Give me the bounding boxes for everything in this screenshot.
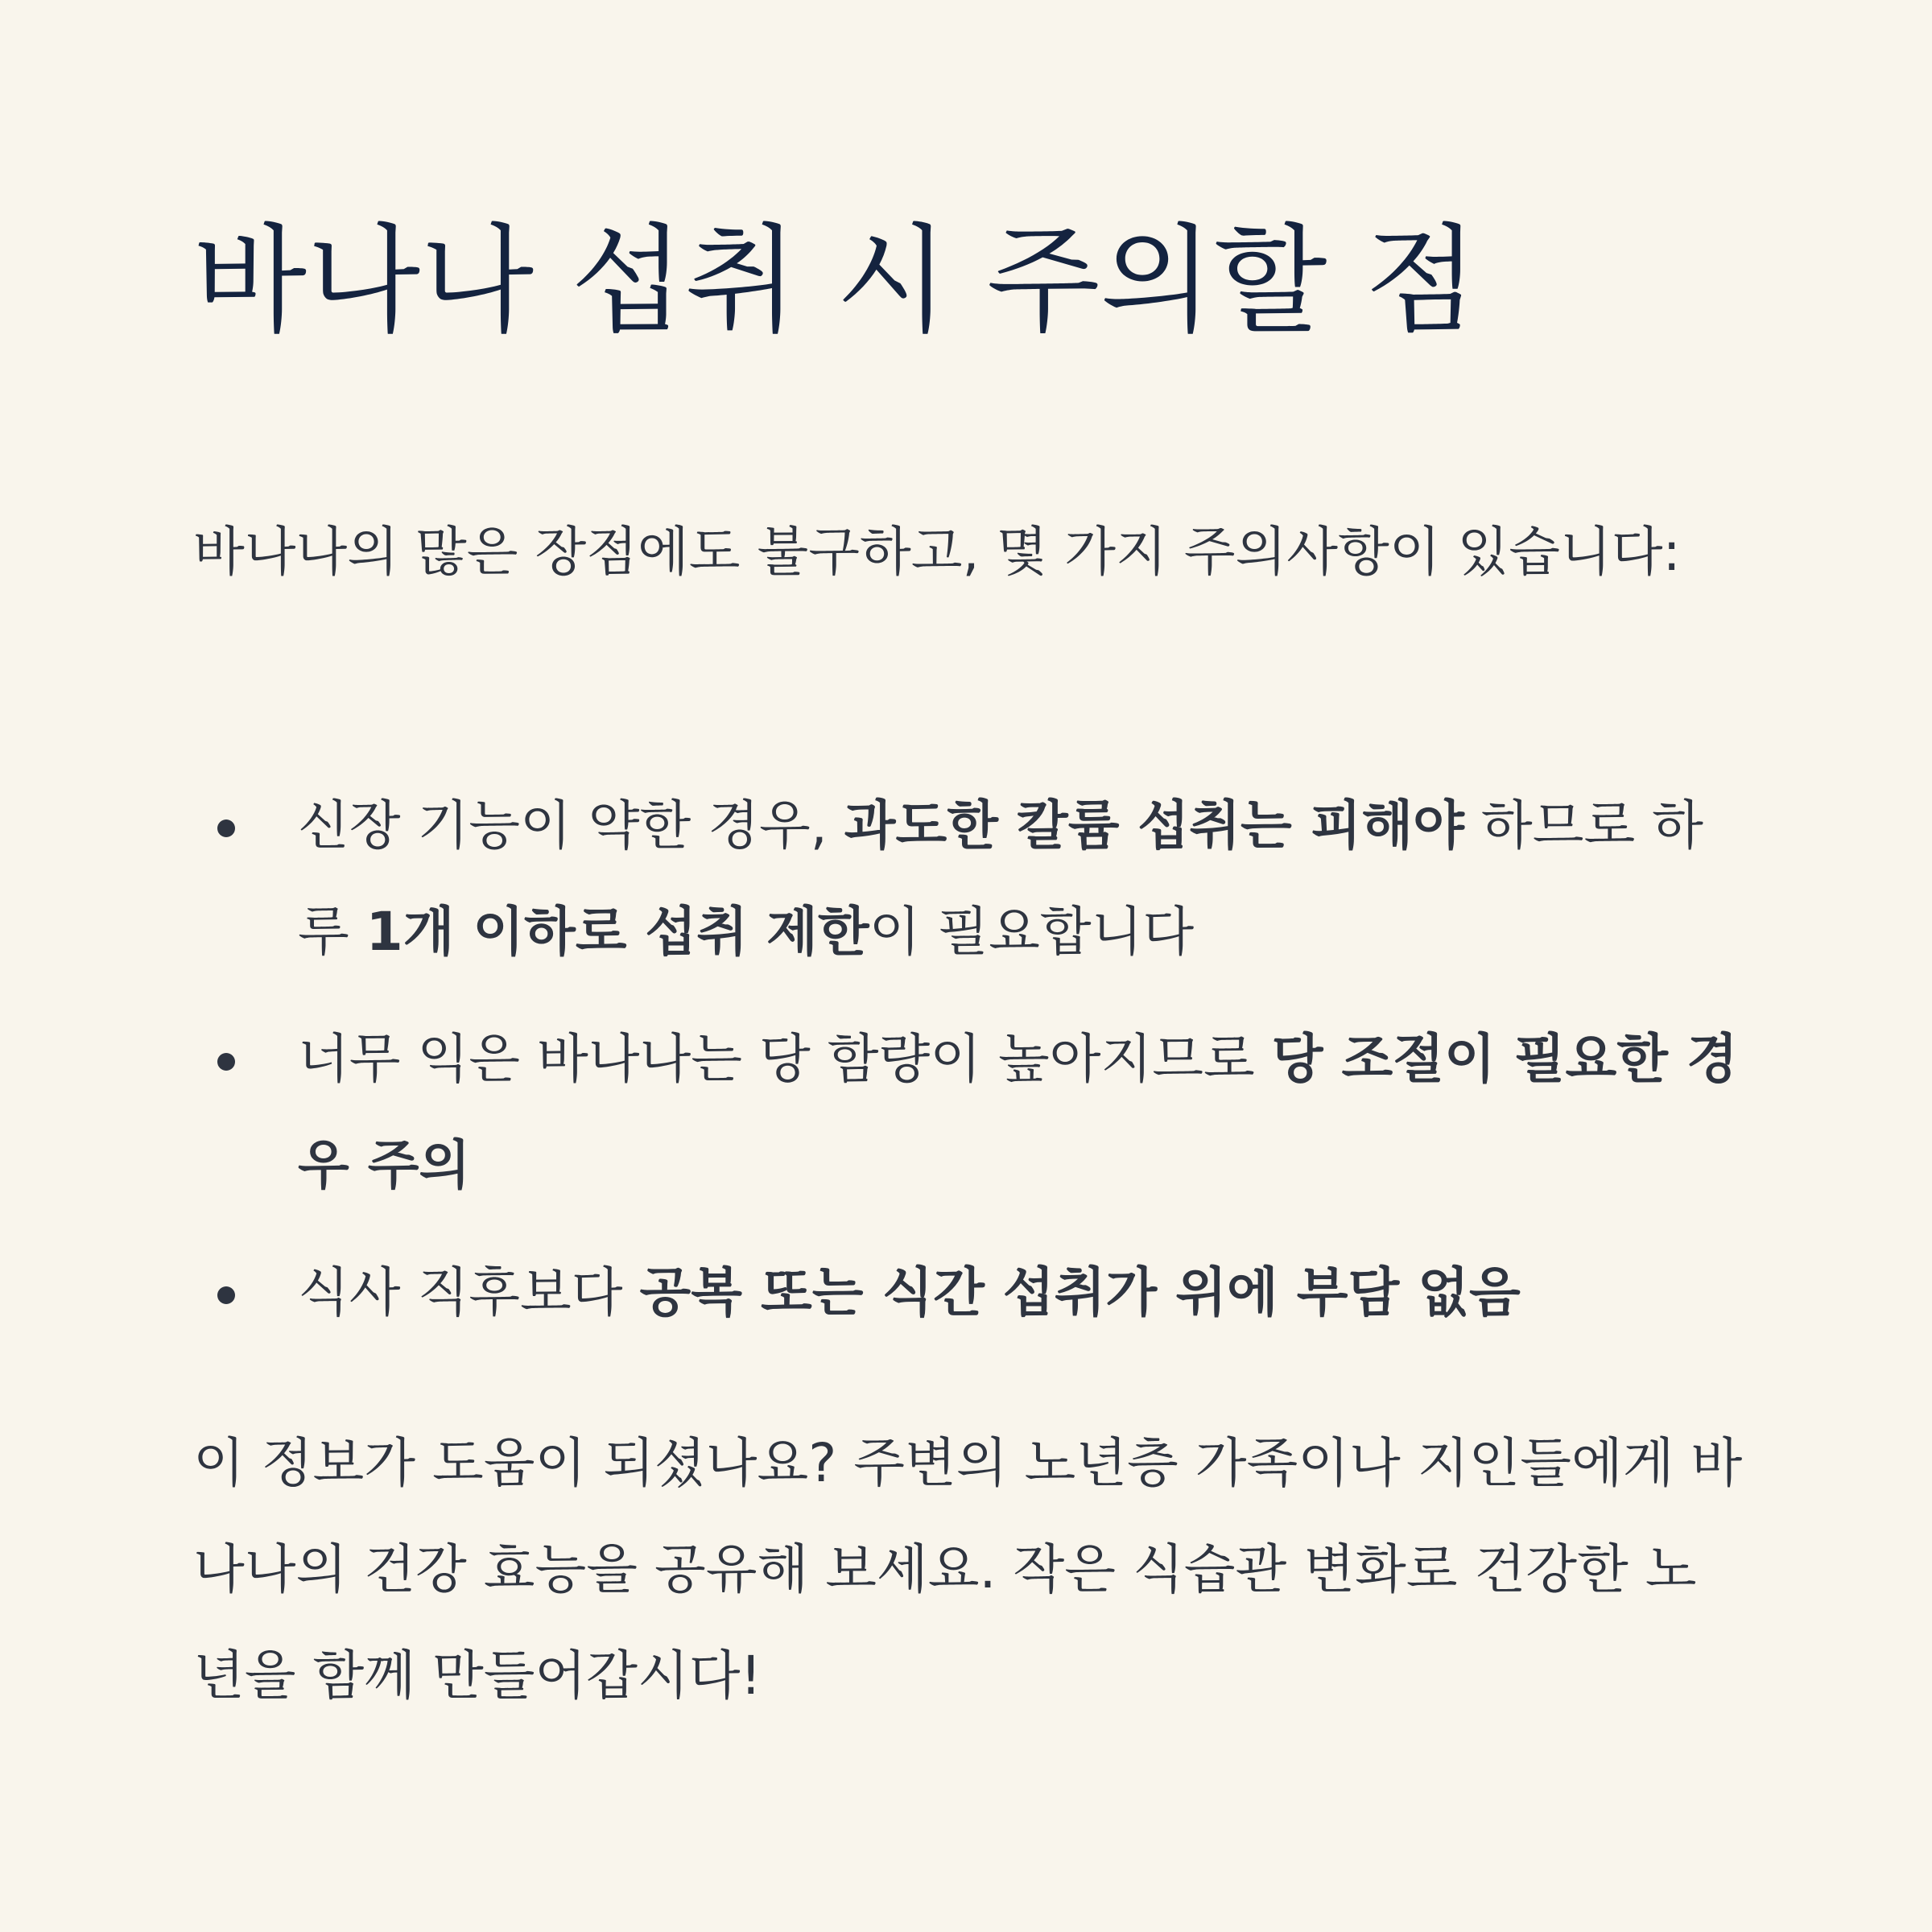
bullet-icon — [217, 1053, 235, 1071]
list-item-emphasis: 당 조절이 필요한 경우 주의 — [298, 1028, 1738, 1196]
list-item-text: 신장 기능이 약한 경우, — [298, 795, 844, 857]
page-title: 바나나 섭취 시 주의할 점 — [193, 213, 1478, 349]
list-item-emphasis: 공복 또는 식간 섭취가 위에 부담 없음 — [639, 1261, 1521, 1323]
closing-paragraph: 이 정보가 도움이 되셨나요? 주변의 노년층 가족이나 지인들에게 바나나의 건강 효능을 공유해 보세요. 작은 식습관 변화로 건강한 노년을 함께 만들어갑시다! — [193, 1432, 1743, 1707]
list-item-text: 이 필요합니다 — [869, 901, 1195, 963]
bullet-icon — [217, 1286, 235, 1304]
list-item-emphasis: 1개 이하로 섭취 제한 — [365, 901, 869, 963]
caution-list — [193, 773, 1739, 1367]
intro-paragraph: 바나나의 많은 장점에도 불구하고, 몇 가지 주의사항이 있습니다: — [193, 521, 1681, 583]
list-item — [193, 773, 1739, 985]
list-item-emphasis: 과도한 칼륨 섭취는 피해야 — [844, 795, 1464, 857]
list-item-text: 식사 직후보다 — [298, 1261, 640, 1323]
list-item-text: 하므로 하루 — [298, 795, 1703, 963]
bullet-icon — [217, 819, 235, 837]
list-item — [193, 1006, 1739, 1219]
list-item-text: 너무 익은 바나나는 당 함량이 높아지므로 — [298, 1028, 1272, 1090]
list-item — [193, 1240, 1739, 1346]
